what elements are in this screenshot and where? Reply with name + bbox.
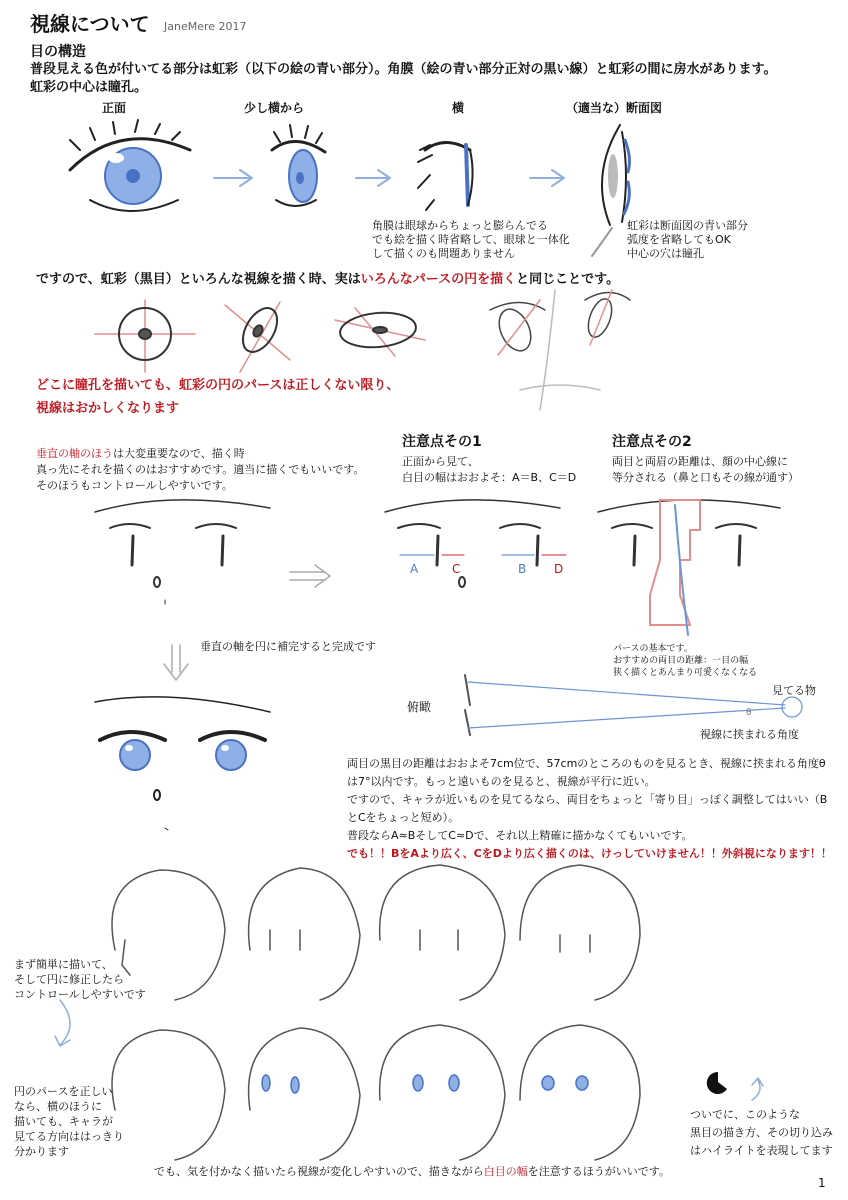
warning-line-1: どこに瞳孔を描いても、虹彩の円のパースは正しくない限り、 bbox=[36, 378, 400, 393]
complete-note: 垂直の軸を円に補完すると完成です bbox=[200, 640, 376, 653]
vertical-axis-note-1: 垂直の軸のほうは大変重要なので、描く時 bbox=[36, 447, 245, 460]
perspective-line: ですので、虹彩（黒目）といろんな視線を描く時、実はいろんなパースの円を描くと同じことです。 bbox=[36, 272, 620, 287]
vertical-axis-note-3: そのほうもコントロールしやすいです。 bbox=[36, 479, 233, 492]
bird-view-label: 俯瞰 bbox=[407, 700, 432, 714]
basics-note-2: おすすめの両目の距離：一目の幅 bbox=[613, 656, 749, 666]
basics-note-1: パースの基本です。 bbox=[613, 644, 693, 654]
arrow-4 bbox=[290, 565, 330, 587]
author-credit: JaneMere 2017 bbox=[164, 20, 247, 33]
face-guide-2 bbox=[385, 500, 566, 587]
point1-line-1: 正面から見て、 bbox=[402, 455, 479, 468]
label-side: 横 bbox=[452, 101, 465, 115]
warning-line-2: 視線はおかしくなります bbox=[36, 401, 180, 416]
distance-note-red: でも！！BをAより広く、CをDより広く描くのは、けっしていけません！！外斜視になります！！ bbox=[347, 847, 832, 860]
page-title: 視線について bbox=[30, 12, 150, 36]
left-note1-1: まず簡単に描いて、 bbox=[14, 958, 113, 971]
structure-heading: 目の構造 bbox=[30, 44, 86, 60]
footer-note: でも、気を付かなく描いたら視線が変化しやすいので、描きながら白目の幅を注意するほうがいいです。 bbox=[154, 1165, 670, 1178]
label-slight-side: 少し横から bbox=[244, 101, 305, 115]
label-a: A bbox=[410, 562, 419, 576]
point1-title: 注意点その1 bbox=[402, 434, 482, 450]
arrow-2 bbox=[356, 170, 390, 186]
left-note2-5: 分かります bbox=[14, 1145, 69, 1158]
highlight-note-2: 黒目の描き方、その切り込み bbox=[690, 1126, 833, 1139]
distance-note-4: とCをちょっと短め）。 bbox=[347, 811, 460, 824]
section-note-2: 弧度を省略してもOK bbox=[627, 233, 731, 246]
left-note2-3: 描いても、キャラが bbox=[14, 1115, 113, 1128]
structure-line-2: 虹彩の中心は瞳孔。 bbox=[30, 80, 148, 95]
perspective-face-sketch bbox=[490, 290, 630, 410]
page-number: 1 bbox=[818, 1176, 826, 1190]
point2-line-2: 等分される（鼻と口もその線が通す） bbox=[612, 471, 799, 484]
point1-line-2: 白目の幅はおおよそ：A＝B、C＝D bbox=[402, 471, 577, 484]
section-eye-drawing bbox=[592, 125, 629, 256]
distance-note-1: 両目の黒目の距離はおおよそ7cm位で、57cmのところのものを見るとき、視線に挟まれる角度θ bbox=[347, 757, 826, 770]
left-note2-2: なら、横のほうに bbox=[14, 1100, 102, 1113]
bird-view-diagram bbox=[465, 675, 802, 735]
head-eyes-blue bbox=[262, 1075, 588, 1093]
label-d: D bbox=[554, 562, 564, 576]
side-eye-drawing bbox=[418, 143, 473, 211]
front-eye-drawing bbox=[70, 120, 190, 211]
perspective-eye-1 bbox=[95, 300, 195, 372]
face-guide-3 bbox=[598, 500, 780, 635]
basics-note-3: 狭く描くとあんまり可愛くなくなる bbox=[613, 668, 758, 678]
head-sketch-row-1 bbox=[112, 865, 640, 1000]
point2-title: 注意点その2 bbox=[612, 434, 692, 450]
label-section: （適当な）断面図 bbox=[566, 101, 663, 115]
left-note1-3: コントロールしやすいです bbox=[14, 988, 146, 1001]
distance-note-5: 普段ならA≈BそしてC≈Dで、それ以上精確に描かなくてもいいです。 bbox=[347, 829, 693, 842]
arrow-1 bbox=[214, 170, 252, 186]
slight-side-eye-drawing bbox=[272, 125, 325, 206]
highlight-note-1: ついでに、このような bbox=[690, 1108, 800, 1121]
highlight-note-3: はハイライトを表現してます bbox=[690, 1144, 833, 1157]
target-label: 見てる物 bbox=[772, 684, 816, 697]
label-c: C bbox=[452, 562, 461, 576]
theta-label: θ bbox=[746, 708, 752, 718]
vertical-axis-note-2: 真っ先にそれを描くのはおすすめです。適当に描くでもいいです。 bbox=[36, 463, 365, 476]
highlight-arrow bbox=[752, 1078, 763, 1100]
arrow-3 bbox=[530, 170, 564, 186]
angle-label: 視線に挟まれる角度 bbox=[700, 728, 799, 741]
perspective-eye-3 bbox=[335, 308, 425, 356]
completed-face bbox=[95, 697, 270, 830]
arrow-down bbox=[164, 645, 188, 680]
section-note-1: 虹彩は断面図の青い部分 bbox=[627, 219, 748, 232]
distance-note-3: ですので、キャラが近いものを見てるなら、両目をちょっと「寄り目」っぽく調整してはいい（B bbox=[347, 793, 828, 806]
left-note2-4: 見てる方向ははっきり bbox=[14, 1130, 124, 1143]
highlight-iris-sample bbox=[707, 1072, 727, 1094]
left-note2-1: 円のパースを正しい bbox=[14, 1085, 113, 1098]
perspective-eye-2 bbox=[225, 302, 290, 372]
head-sketch-row-2 bbox=[112, 1025, 640, 1160]
structure-line-1: 普段見える色が付いてる部分は虹彩（以下の絵の青い部分）。角膜（絵の青い部分正対の黒い線）と虹彩の間に房水があります。 bbox=[30, 62, 777, 77]
cornea-note-2: でも絵を描く時省略して、眼球と一体化 bbox=[372, 233, 570, 246]
face-guide-1 bbox=[95, 500, 270, 604]
point2-line-1: 両目と両眉の距離は、顔の中心線に bbox=[612, 455, 788, 468]
label-b: B bbox=[518, 562, 527, 576]
cornea-note-3: して描くのも問題ありません bbox=[372, 247, 515, 260]
label-front: 正面 bbox=[102, 101, 127, 115]
curved-arrow bbox=[55, 1000, 70, 1046]
section-note-3: 中心の穴は瞳孔 bbox=[627, 247, 704, 260]
left-note1-2: そして円に修正したら bbox=[14, 973, 124, 986]
cornea-note-1: 角膜は眼球からちょっと膨らんでる bbox=[372, 219, 548, 232]
distance-note-2: は7°以内です。もっと遠いものを見ると、視線が平行に近い。 bbox=[347, 775, 656, 788]
